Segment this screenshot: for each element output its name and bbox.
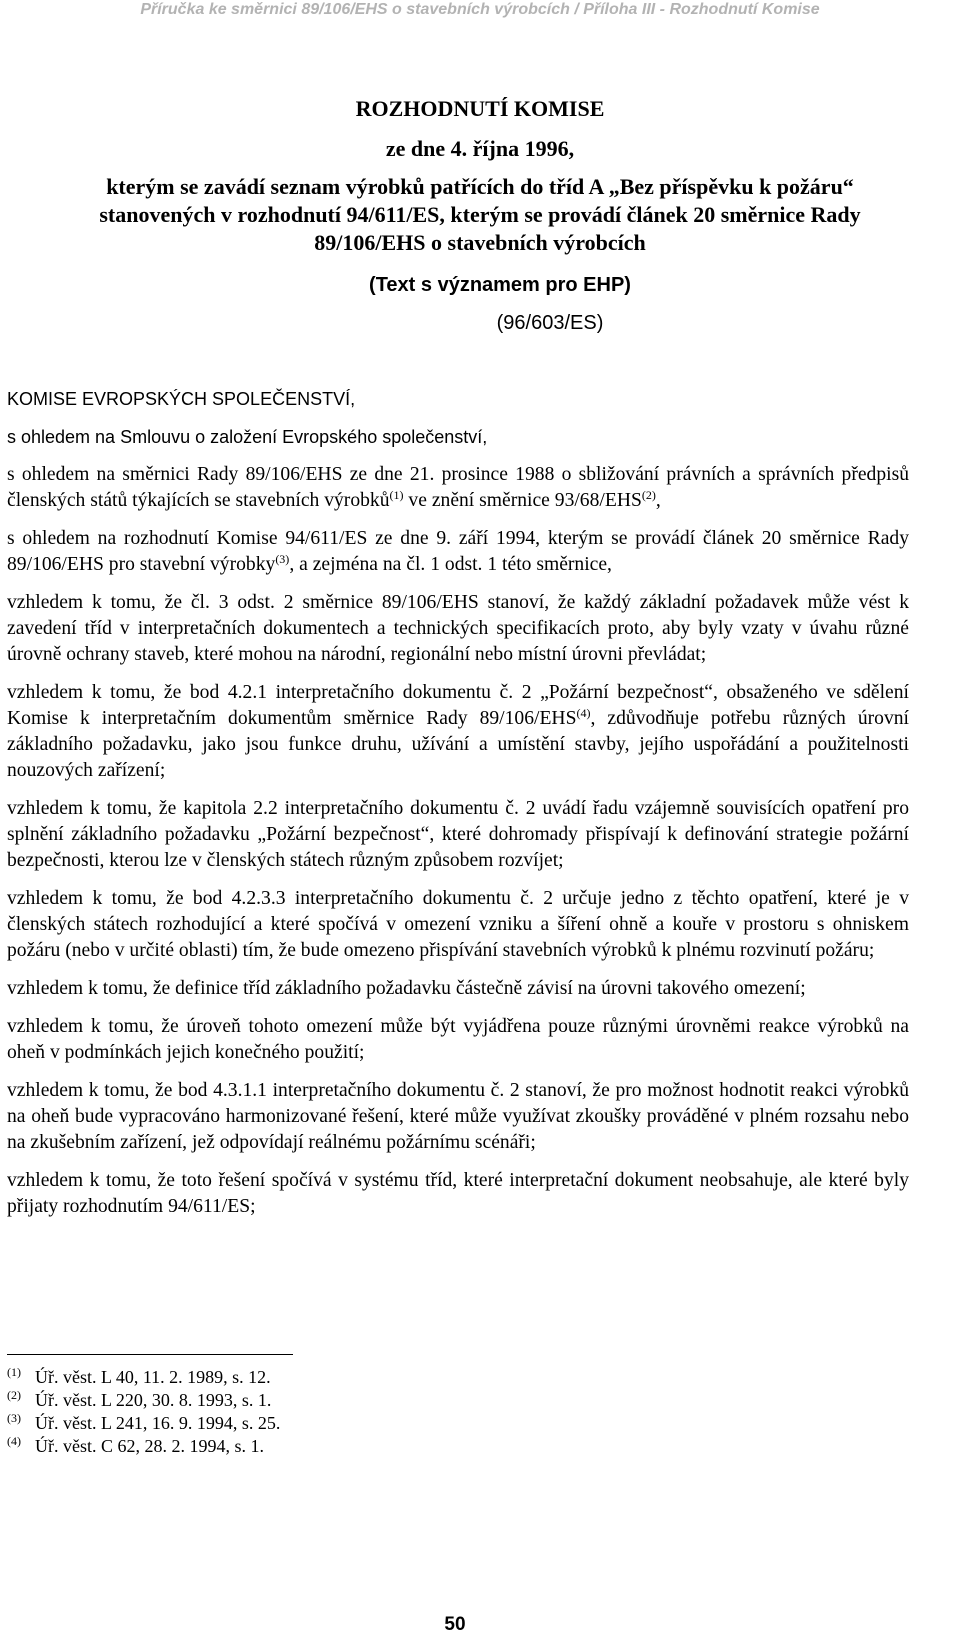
footnote: (2) Úř. věst. L 220, 30. 8. 1993, s. 1. — [7, 1388, 272, 1410]
paragraph-recital-8: vzhledem k tomu, že toto řešení spočívá v systému tříd, které interpretační dokument neobsahuje, ale které byly přijaty rozhodnutím 94/611/ES; — [7, 1170, 909, 1217]
paragraph-treaty: s ohledem na Smlouvu o založení Evropského společenství, — [7, 427, 488, 447]
paragraph-recital-4: vzhledem k tomu, že bod 4.2.3.3 interpretačního dokumentu č. 2 určuje jedno z těchto opatření, které je v členských státech rozhodující a které spočívá v omezení vzniku a šíření ohně a kouře v prostoru s ohniskem požáru (nebo v určité oblasti) tím, že bude omezeno přispívání stavebních výrobků k plnému rozvinutí požáru; — [7, 888, 909, 961]
title-block — [0, 97, 960, 335]
paragraph-commission: KOMISE EVROPSKÝCH SPOLEČENSTVÍ, — [7, 389, 356, 409]
paragraph-recital-7: vzhledem k tomu, že bod 4.3.1.1 interpretačního dokumentu č. 2 stanoví, že pro možnost hodnotit reakci výrobků na oheň bude vypracováno harmonizované řešení, které může využívat zkoušky prováděné v plném rozsahu nebo na zkušebním zařízení, jež odpovídají reálnému požárnímu scénáři; — [7, 1080, 909, 1153]
footnote-ref: (4) — [576, 706, 591, 720]
paragraph-directive — [7, 462, 909, 514]
footnote-divider — [7, 1354, 293, 1355]
footnote: (1) Úř. věst. L 40, 11. 2. 1989, s. 12. — [7, 1365, 271, 1387]
document-body — [7, 386, 909, 1232]
paragraph-recital-3: vzhledem k tomu, že kapitola 2.2 interpretačního dokumentu č. 2 uvádí řadu vzájemně souvisících opatření pro splnění základního požadavku „Požární bezpečnost“, které dohromady přispívají k definování strategie požární bezpečnosti, kterou lze v členských státech různým způsobem rozvíjet; — [7, 798, 909, 871]
document-subject-line-2: stanovených v rozhodnutí 94/611/ES, kterým se provádí článek 20 směrnice Rady — [99, 202, 861, 227]
paragraph-text: s ohledem na směrnici Rady 89/106/EHS ze dne 21. prosince 1988 o sbližování právních a správních předpisů členských států týkajících se stavebních výrobků — [7, 464, 909, 511]
paragraph-text: , — [655, 490, 661, 511]
paragraph-text: s ohledem na rozhodnutí Komise 94/611/ES ze dne 9. září 1994, kterým se provádí článek 20 směrnice Rady 89/106/EHS pro stavební výrobky — [7, 528, 909, 575]
eea-relevance: (Text s významem pro EHP) — [369, 274, 631, 296]
footnotes — [7, 1366, 280, 1458]
paragraph-recital-6: vzhledem k tomu, že úroveň tohoto omezení může být vyjádřena pouze různými úrovněmi reakce výrobků na oheň v podmínkách jejich konečného použití; — [7, 1016, 909, 1063]
paragraph-text: vzhledem k tomu, že bod 4.2.1 interpretačního dokumentu č. 2 „Požární bezpečnost“, obsaženého ve sdělení Komise k interpretačním dokumentům směrnice Rady 89/106/EHS — [7, 682, 909, 729]
footnote-text: Úř. věst. L 241, 16. 9. 1994, s. 25. — [35, 1413, 281, 1433]
document-subject-line-1: kterým se zavádí seznam výrobků patřících do tříd A „Bez příspěvku k požáru“ — [106, 174, 854, 199]
footnote-ref: (3) — [275, 552, 290, 566]
paragraph-recital-5: vzhledem k tomu, že definice tříd základního požadavku částečně závisí na úrovni takového omezení; — [7, 978, 806, 999]
footnote-ref: (1) — [389, 488, 404, 502]
paragraph-text: , zdůvodňuje potřebu různých úrovní základního požadavku, jako jsou funkce druhu, užívání a umístění stavby, jejího uspořádání a použitelnosti nouzových zařízení; — [7, 708, 909, 781]
page-number: 50 — [444, 1614, 466, 1635]
document-title: ROZHODNUTÍ KOMISE — [355, 96, 605, 121]
footnote-ref: (2) — [641, 488, 656, 502]
running-header: Příručka ke směrnici 89/106/EHS o stavebních výrobcích / Příloha III - Rozhodnutí Komise — [140, 1, 820, 18]
footnote-text: Úř. věst. L 40, 11. 2. 1989, s. 12. — [35, 1367, 271, 1387]
paragraph-recital-1: vzhledem k tomu, že čl. 3 odst. 2 směrnice 89/106/EHS stanoví, že každý základní požadavek může vést k zavedení tříd v interpretačních dokumentech a technických specifikacích proto, aby byly vzaty v úvahu různé úrovně ochrany staveb, které mohou na národní, regionální nebo místní úrovni převládat; — [7, 592, 909, 665]
footnote: (3) Úř. věst. L 241, 16. 9. 1994, s. 25. — [7, 1411, 281, 1433]
document-reference: (96/603/ES) — [496, 312, 604, 334]
document-date: ze dne 4. října 1996, — [385, 136, 575, 161]
paragraph-decision — [7, 526, 909, 578]
paragraph-text: , a zejména na čl. 1 odst. 1 této směrnice, — [289, 554, 612, 575]
paragraph-text: ve znění směrnice 93/68/EHS — [403, 490, 642, 511]
footnote: (4) Úř. věst. C 62, 28. 2. 1994, s. 1. — [7, 1434, 264, 1456]
document-subject-line-3: 89/106/EHS o stavebních výrobcích — [314, 230, 646, 255]
footnote-text: Úř. věst. L 220, 30. 8. 1993, s. 1. — [35, 1390, 272, 1410]
footnote-text: Úř. věst. C 62, 28. 2. 1994, s. 1. — [35, 1436, 264, 1456]
paragraph-recital-2 — [7, 680, 909, 784]
